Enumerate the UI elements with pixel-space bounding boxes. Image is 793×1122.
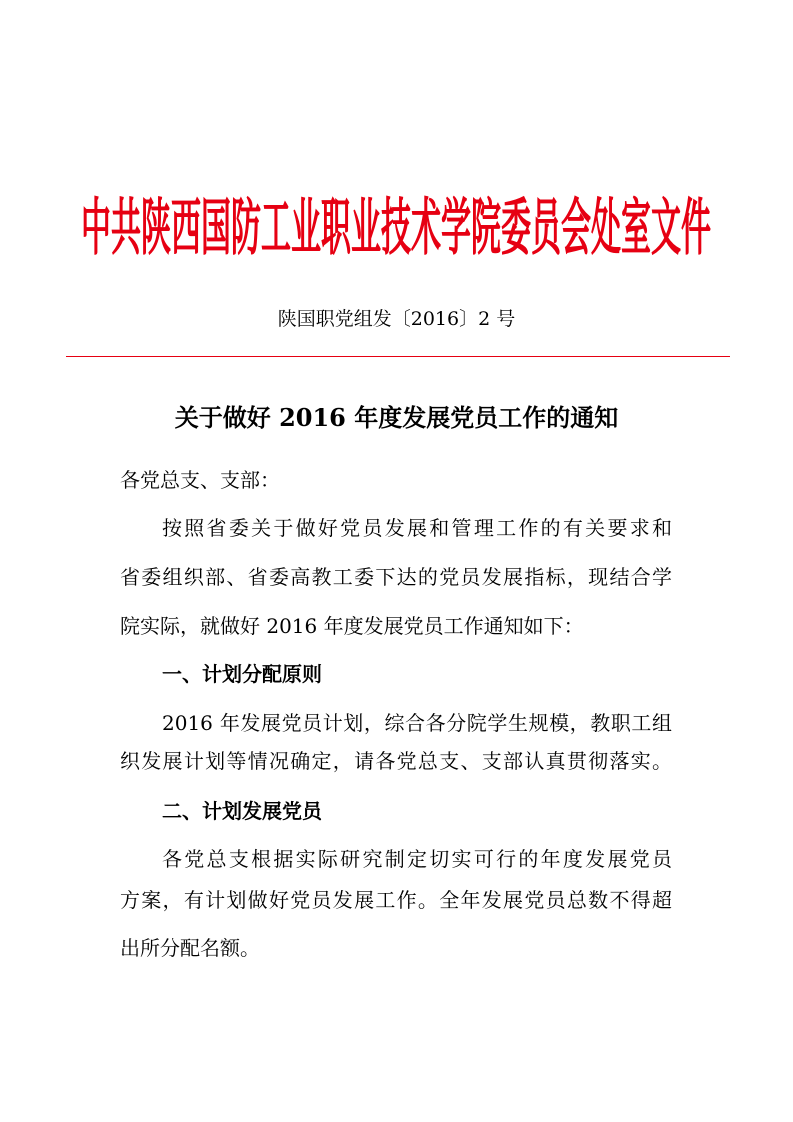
intro-line-2: 省委组织部、省委高教工委下达的党员发展指标，现结合学 bbox=[120, 565, 672, 589]
document-number: 陕国职党组发〔2016〕2 号 bbox=[277, 308, 516, 330]
section-2-line-3: 出所分配名额。 bbox=[120, 936, 260, 960]
section-1-heading: 一、计划分配原则 bbox=[162, 662, 322, 686]
section-2-heading: 二、计划发展党员 bbox=[162, 799, 322, 823]
section-1-line-1: 2016 年发展党员计划，综合各分院学生规模，教职工组 bbox=[162, 711, 672, 735]
salutation: 各党总支、支部： bbox=[120, 468, 280, 492]
notice-title: 关于做好 2016 年度发展党员工作的通知 bbox=[174, 403, 619, 432]
intro-line-3: 院实际，就做好 2016 年度发展党员工作通知如下： bbox=[120, 614, 584, 638]
section-2-line-1: 各党总支根据实际研究制定切实可行的年度发展党员 bbox=[162, 847, 672, 871]
header-divider bbox=[66, 356, 730, 357]
section-2-line-2: 方案，有计划做好党员发展工作。全年发展党员总数不得超 bbox=[120, 888, 672, 912]
section-1-line-2: 织发展计划等情况确定，请各党总支、支部认真贯彻落实。 bbox=[120, 749, 672, 773]
intro-line-1: 按照省委关于做好党员发展和管理工作的有关要求和 bbox=[162, 516, 672, 540]
document-header-title: 中共陕西国防工业职业技术学院委员会处室文件 bbox=[81, 193, 711, 265]
